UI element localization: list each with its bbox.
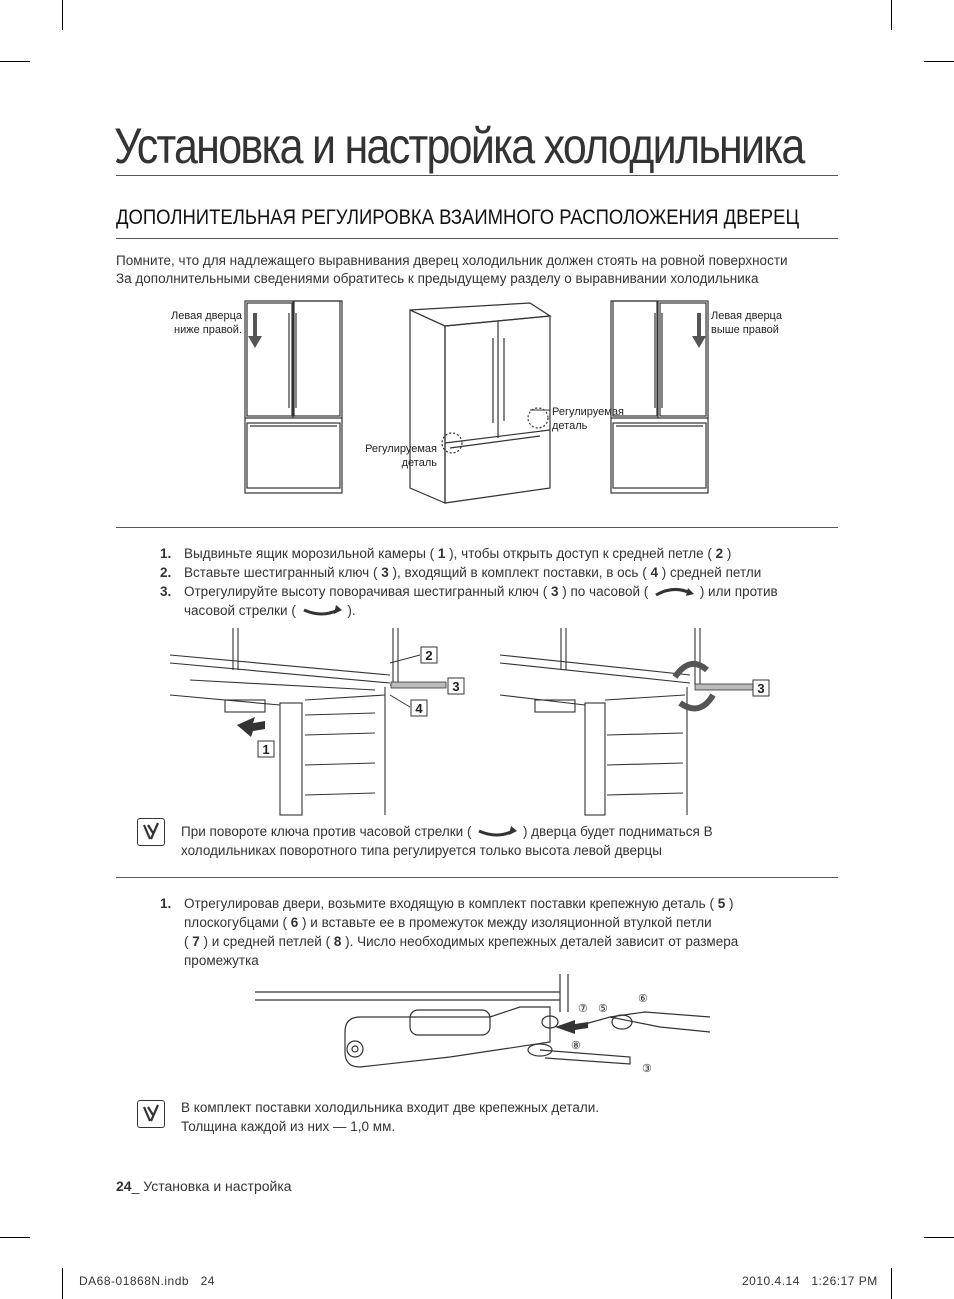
step-text: ( — [184, 934, 193, 949]
step-text: ) по часовой ( — [558, 584, 653, 599]
crop-mark — [0, 1237, 30, 1238]
label-line: Левая дверца — [711, 310, 782, 322]
note-icon — [137, 818, 165, 846]
label-line: Регулируемая — [365, 443, 437, 455]
step-text: ) и средней петлей ( — [199, 934, 334, 949]
note-text-1 — [181, 822, 821, 860]
step-number: 2. — [160, 565, 172, 580]
label-line: ниже правой. — [174, 324, 242, 336]
hinge-adjust-illustration-right — [495, 625, 785, 817]
page-title: Установка и настройка холодильника — [114, 118, 804, 174]
left-door-higher-label — [711, 309, 811, 337]
crop-mark — [891, 1268, 892, 1299]
footer-text: _ Установка и настройка — [131, 1178, 292, 1194]
intro-line-2: За дополнительными сведениями обратитесь к предыдущему разделу о выравнивании холодильника — [116, 271, 759, 286]
steps-list — [160, 544, 850, 620]
label-line: деталь — [401, 457, 437, 469]
crop-mark — [924, 61, 954, 62]
part-ref: 8 — [333, 934, 342, 949]
step-3 — [160, 582, 850, 620]
callout-5: ⑤ — [598, 1003, 608, 1015]
callout-2: 2 — [425, 648, 433, 663]
step-text: ) — [725, 896, 734, 911]
part-ref: 6 — [290, 915, 299, 930]
counterclockwise-icon — [475, 825, 519, 839]
callout-3: 3 — [452, 679, 460, 694]
crop-mark — [891, 0, 892, 30]
crop-mark — [62, 1268, 63, 1299]
page-footer — [116, 1178, 292, 1194]
step-text: плоскогубцами ( — [184, 915, 291, 930]
note-text: При повороте ключа против часовой стрелки ( — [181, 824, 476, 839]
step-text: часовой стрелки ( — [184, 603, 300, 618]
step-text: ). — [343, 603, 356, 618]
note-text: холодильниках поворотного типа регулируется только высота левой дверцы — [181, 843, 662, 858]
step-1 — [160, 544, 850, 563]
step-text: Выдвиньте ящик морозильной камеры ( — [184, 546, 438, 561]
label-line: выше правой — [711, 324, 779, 336]
counterclockwise-icon — [300, 604, 344, 618]
step-text: промежутка — [184, 953, 259, 968]
crop-mark — [924, 1237, 954, 1238]
step-number: 3. — [160, 584, 172, 599]
note-text: ) дверца будет подниматься В — [519, 824, 713, 839]
step-text: Отрегулируйте высоту поворачивая шестигранный ключ ( — [184, 584, 551, 599]
note-line: В комплект поставки холодильника входит две крепежных детали. — [181, 1100, 600, 1115]
callout-3: 3 — [757, 681, 765, 696]
label-line: деталь — [552, 420, 588, 432]
steps-list-2 — [160, 894, 820, 970]
callout-8: ⑧ — [571, 1040, 581, 1052]
intro-line-1: Помните, что для надлежащего выравнивания дверец холодильник должен стоять на ровной поверхности — [116, 253, 788, 268]
callout-3: ③ — [642, 1063, 652, 1075]
section-divider — [116, 877, 838, 878]
callout-4: 4 — [415, 701, 423, 716]
note-icon — [137, 1100, 165, 1128]
step-number: 1. — [160, 896, 172, 911]
note-text-2 — [181, 1098, 781, 1136]
part-ref: 7 — [192, 934, 200, 949]
note-line: Толщина каждой из них — 1,0 мм. — [181, 1119, 396, 1134]
intro-text — [116, 252, 788, 288]
step-text: Вставьте шестигранный ключ ( — [184, 565, 382, 580]
shim-insertion-illustration — [250, 972, 720, 1077]
part-ref: 3 — [381, 565, 389, 580]
step-text: Отрегулировав двери, возьмите входящую в комплект поставки крепежную деталь ( — [184, 896, 718, 911]
part-ref: 3 — [550, 584, 559, 599]
step-text: ). Число необходимых крепежных деталей зависит от размера — [341, 934, 739, 949]
part-ref: 1 — [437, 546, 446, 561]
step-text: ) — [723, 546, 732, 561]
step-text: ), чтобы открыть доступ к средней петле ( — [445, 546, 716, 561]
print-datetime: 2010.4.14 1:26:17 PM — [742, 1274, 878, 1288]
callout-7: ⑦ — [578, 1003, 588, 1015]
section-heading: ДОПОЛНИТЕЛЬНАЯ РЕГУЛИРОВКА ВЗАИМНОГО РАСПОЛОЖЕНИЯ ДВЕРЕЦ — [116, 206, 800, 229]
part-ref: 2 — [715, 546, 724, 561]
step-number: 1. — [160, 546, 172, 561]
step-1 — [160, 894, 820, 970]
title-underline — [116, 175, 838, 176]
section-divider — [116, 527, 838, 528]
page-number: 24 — [116, 1178, 132, 1194]
crop-mark — [62, 0, 63, 30]
step-text: ), входящий в комплект поставки, в ось ( — [388, 565, 651, 580]
part-ref: 5 — [717, 896, 726, 911]
fridge-alignment-illustration — [240, 298, 720, 513]
callout-6: ⑥ — [638, 993, 648, 1005]
step-text: ) средней петли — [657, 565, 762, 580]
part-ref: 4 — [650, 565, 658, 580]
callout-1: 1 — [262, 742, 270, 757]
left-door-lower-label — [150, 309, 242, 337]
crop-mark — [0, 61, 30, 62]
step-2 — [160, 563, 850, 582]
file-slug: DA68-01868N.indb 24 — [79, 1274, 215, 1288]
step-text: ) или против — [696, 584, 778, 599]
label-line: Левая дверца — [171, 310, 242, 322]
heading-underline — [116, 238, 838, 239]
hinge-adjust-illustration-left — [165, 625, 485, 817]
label-line: Регулируемая — [552, 406, 624, 418]
step-text: ) и вставьте ее в промежуток между изоляционной втулкой петли — [298, 915, 712, 930]
clockwise-icon — [652, 585, 696, 599]
